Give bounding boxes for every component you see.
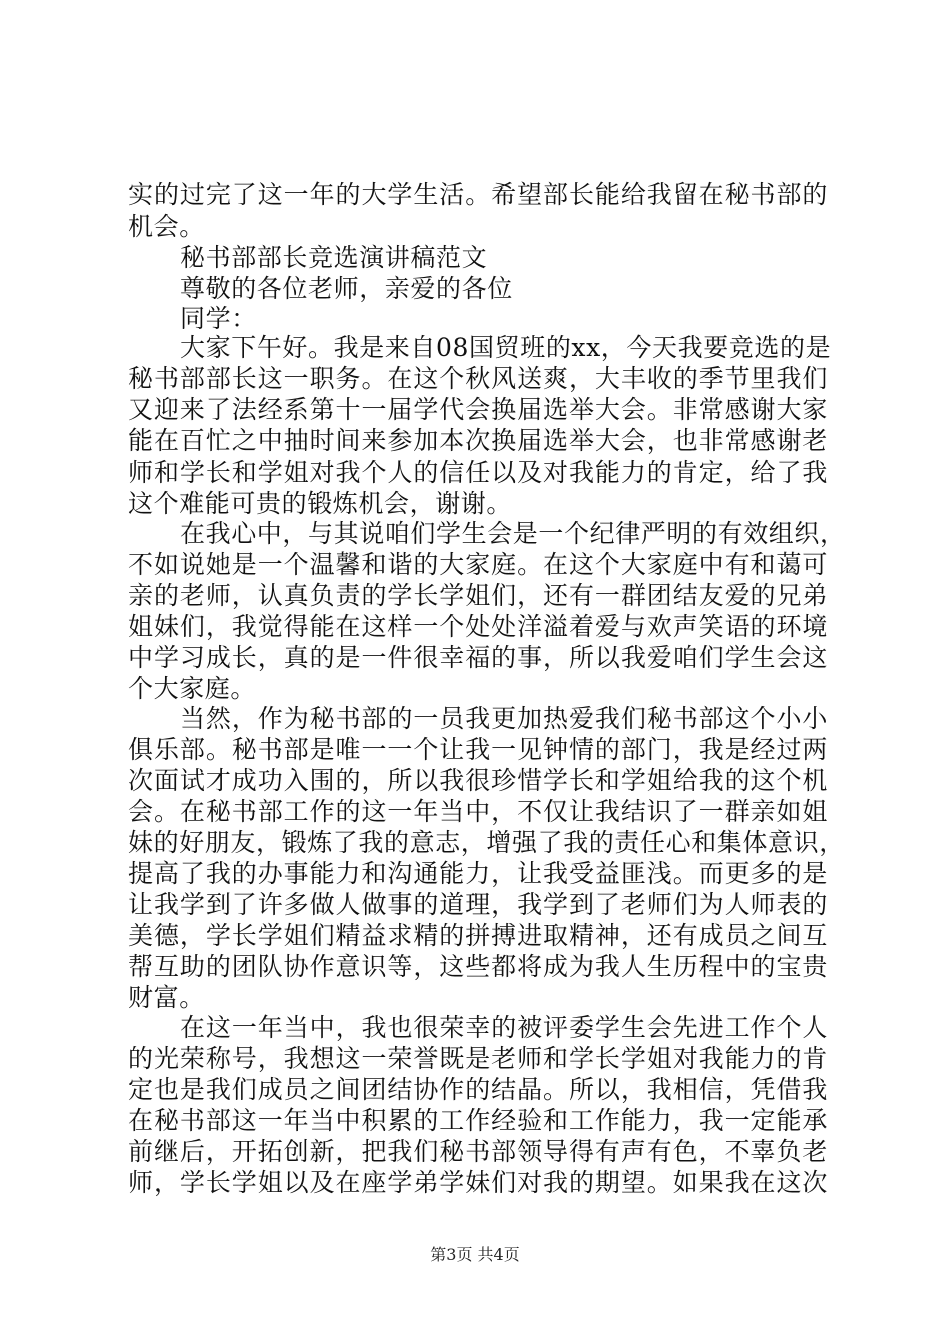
text-line: 秘书部部长这一职务。在这个秋风送爽，大丰收的季节里我们 bbox=[128, 364, 828, 393]
text-line: 财富。 bbox=[128, 983, 205, 1012]
text-line: 个大家庭。 bbox=[128, 674, 257, 703]
text-line: 提高了我的办事能力和沟通能力，让我受益匪浅。而更多的是 bbox=[128, 859, 828, 888]
salutation-line: 同学： bbox=[180, 304, 257, 333]
text-line: 的光荣称号，我想这一荣誉既是老师和学长学姐对我能力的肯 bbox=[128, 1044, 828, 1073]
text-line: 不如说她是一个温馨和谐的大家庭。在这个大家庭中有和蔼可 bbox=[128, 550, 828, 579]
section-title: 秘书部部长竞选演讲稿范文 bbox=[180, 243, 488, 272]
text-line: 中学习成长，真的是一件很幸福的事，所以我爱咱们学生会这 bbox=[128, 643, 828, 672]
text-line: 这个难能可贵的锻炼机会，谢谢。 bbox=[128, 489, 513, 518]
text-line: 亲的老师，认真负责的学长学姐们，还有一群团结友爱的兄弟 bbox=[128, 581, 828, 610]
text-line: 会。在秘书部工作的这一年当中，不仅让我结识了一群亲如姐 bbox=[128, 797, 828, 826]
text-line: 师，学长学姐以及在座学弟学妹们对我的期望。如果我在这次 bbox=[128, 1168, 828, 1197]
text-line: 前继后，开拓创新，把我们秘书部领导得有声有色，不辜负老 bbox=[128, 1137, 828, 1166]
page-number-footer: 第3页 共4页 bbox=[430, 1245, 520, 1264]
salutation-line: 尊敬的各位老师，亲爱的各位 bbox=[180, 274, 513, 303]
text-line: 能在百忙之中抽时间来参加本次换届选举大会，也非常感谢老 bbox=[128, 426, 828, 455]
text-line: 帮互助的团队协作意识等，这些都将成为我人生历程中的宝贵 bbox=[128, 952, 828, 981]
text-line: 次面试才成功入围的，所以我很珍惜学长和学姐给我的这个机 bbox=[128, 766, 828, 795]
text-line: 师和学长和学姐对我个人的信任以及对我能力的肯定，给了我 bbox=[128, 458, 828, 487]
text-line: 当然，作为秘书部的一员我更加热爱我们秘书部这个小小 bbox=[180, 704, 828, 733]
text-line: 定也是我们成员之间团结协作的结晶。所以，我相信，凭借我 bbox=[128, 1075, 828, 1104]
text-line: 俱乐部。秘书部是唯一一个让我一见钟情的部门，我是经过两 bbox=[128, 735, 828, 764]
text-line: 大家下午好。我是来自08国贸班的xx，今天我要竞选的是 bbox=[180, 333, 832, 362]
text-line: 美德，学长学姐们精益求精的拼搏进取精神，还有成员之间互 bbox=[128, 921, 828, 950]
text-line: 让我学到了许多做人做事的道理，我学到了老师们为人师表的 bbox=[128, 890, 828, 919]
text-line: 妹的好朋友，锻炼了我的意志，增强了我的责任心和集体意识， bbox=[128, 828, 845, 857]
text-line: 又迎来了法经系第十一届学代会换届选举大会。非常感谢大家 bbox=[128, 395, 828, 424]
text-line: 实的过完了这一年的大学生活。希望部长能给我留在秘书部的 bbox=[128, 180, 828, 209]
text-line: 在这一年当中，我也很荣幸的被评委学生会先进工作个人 bbox=[180, 1013, 828, 1042]
text-line: 姐妹们，我觉得能在这样一个处处洋溢着爱与欢声笑语的环境 bbox=[128, 612, 828, 641]
text-line: 机会。 bbox=[128, 212, 205, 241]
text-line: 在秘书部这一年当中积累的工作经验和工作能力，我一定能承 bbox=[128, 1106, 828, 1135]
text-line: 在我心中，与其说咱们学生会是一个纪律严明的有效组织， bbox=[180, 519, 846, 548]
